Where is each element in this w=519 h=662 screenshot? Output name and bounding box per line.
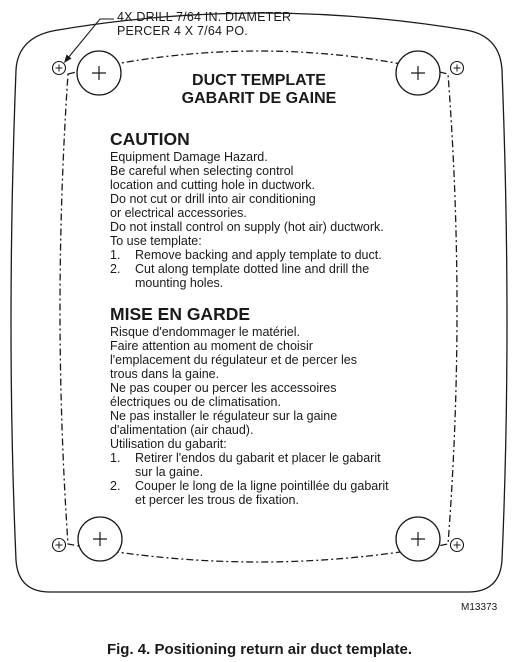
mise-en-garde-heading: MISE EN GARDE [110, 304, 251, 324]
mise-en-garde-line: électriques ou de climatisation. [110, 395, 281, 409]
caution-line: Do not cut or drill into air conditioning [110, 192, 316, 206]
step-number: 2. [110, 262, 121, 276]
drill-hole-bottom-right [451, 539, 464, 552]
figure-id: M13373 [461, 602, 498, 613]
mise-en-garde-line: Faire attention au moment de choisir [110, 339, 313, 353]
step-text: et percer les trous de fixation. [135, 493, 299, 507]
caution-step [110, 248, 384, 262]
step-text: Retirer l'endos du gabarit et placer le gabarit [135, 451, 381, 465]
step-number: 1. [110, 451, 121, 465]
mise-en-garde-line: d'alimentation (air chaud). [110, 423, 254, 437]
step-text: mounting holes. [135, 276, 224, 290]
caution-line: Do not install control on supply (hot air) ductwork. [110, 220, 384, 234]
drill-note-line-1: 4X DRILL 7/64 IN. DIAMETER [117, 10, 292, 24]
step-text: sur la gaine. [135, 465, 204, 479]
mise-en-garde-line: Risque d'endommager le matériel. [110, 325, 300, 339]
caution-line: Equipment Damage Hazard. [110, 150, 268, 164]
drill-hole-top-right [451, 62, 464, 75]
mise-en-garde-step [110, 479, 389, 507]
mise-en-garde-text [110, 325, 389, 507]
mise-en-garde-step [110, 451, 389, 479]
step-number: 2. [110, 479, 121, 493]
template-title-english: DUCT TEMPLATE [192, 72, 326, 89]
mise-en-garde-line: Utilisation du gabarit: [110, 437, 227, 451]
caution-line: location and cutting hole in ductwork. [110, 178, 315, 192]
caution-heading: CAUTION [110, 129, 190, 149]
step-text: Remove backing and apply template to duct. [135, 248, 382, 262]
mise-en-garde-line: Ne pas installer le régulateur sur la gaine [110, 409, 338, 423]
drill-hole-bottom-left [53, 539, 66, 552]
caution-line: or electrical accessories. [110, 206, 247, 220]
step-number: 1. [110, 248, 121, 262]
mise-en-garde-line: trous dans la gaine. [110, 367, 220, 381]
drill-hole-top-left [53, 62, 66, 75]
step-text: Couper le long de la ligne pointillée du gabarit [135, 479, 389, 493]
drill-note-line-2: PERCER 4 X 7/64 PO. [117, 24, 248, 38]
caution-line: To use template: [110, 234, 202, 248]
mise-en-garde-line: l'emplacement du régulateur et de percer les [110, 353, 357, 367]
mise-en-garde-line: Ne pas couper ou percer les accessoires [110, 381, 337, 395]
mounting-hole-bottom-left [78, 517, 122, 561]
figure-caption: Fig. 4. Positioning return air duct template. [106, 641, 413, 658]
caution-step [110, 262, 384, 290]
template-title-french: GABARIT DE GAINE [181, 90, 337, 107]
caution-text [110, 150, 384, 290]
caution-line: Be careful when selecting control [110, 164, 294, 178]
step-text: Cut along template dotted line and drill the [135, 262, 370, 276]
mounting-hole-bottom-right [396, 517, 440, 561]
